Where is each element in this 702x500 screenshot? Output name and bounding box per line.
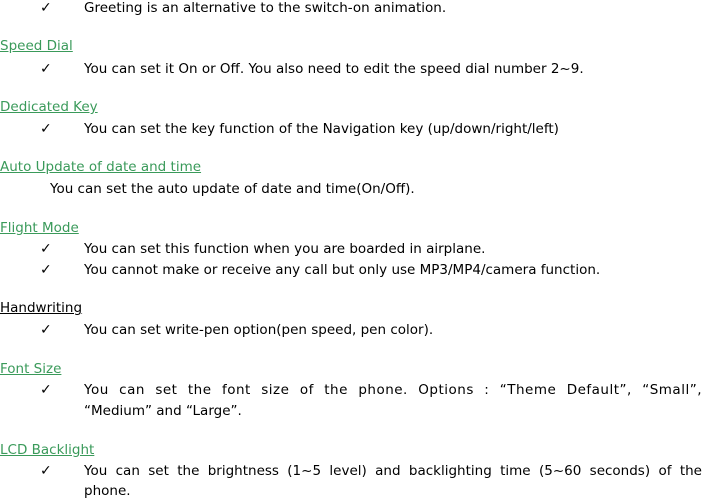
section-heading-lcd-backlight[interactable]: LCD Backlight (0, 442, 95, 458)
section-heading-dedicated-key[interactable]: Dedicated Key (0, 99, 98, 115)
check-mark-icon: ✓ (40, 382, 52, 398)
lcd-backlight-bullet-text-line2: phone. (84, 483, 131, 499)
section-heading-handwriting: Handwriting (0, 300, 83, 316)
check-mark-icon: ✓ (40, 463, 52, 479)
font-size-bullet-text-line1: You can set the font size of the phone. Options : “Theme Default”, “Small”, (84, 382, 702, 398)
auto-update-text: You can set the auto update of date and time(On/Off). (50, 181, 415, 197)
speed-dial-bullet-text: You can set it On or Off. You also need to edit the speed dial number 2~9. (84, 61, 584, 77)
flight-mode-bullet-text-1: You can set this function when you are boarded in airplane. (84, 241, 486, 257)
check-mark-icon: ✓ (40, 0, 52, 16)
intro-bullet-text: Greeting is an alternative to the switch-on animation. (84, 0, 447, 16)
dedicated-key-bullet-text: You can set the key function of the Navigation key (up/down/right/left) (84, 121, 559, 137)
check-mark-icon: ✓ (40, 121, 52, 137)
font-size-bullet-text-line2: “Medium” and “Large”. (84, 403, 242, 419)
check-mark-icon: ✓ (40, 322, 52, 338)
check-mark-icon: ✓ (40, 61, 52, 77)
section-heading-flight-mode[interactable]: Flight Mode (0, 220, 79, 236)
flight-mode-bullet-text-2: You cannot make or receive any call but only use MP3/MP4/camera function. (84, 262, 601, 278)
section-heading-auto-update[interactable]: Auto Update of date and time (0, 159, 202, 175)
check-mark-icon: ✓ (40, 262, 52, 278)
check-mark-icon: ✓ (40, 241, 52, 257)
lcd-backlight-bullet-text-line1: You can set the brightness (1~5 level) and backlighting time (5~60 seconds) of the (84, 463, 702, 479)
section-heading-speed-dial[interactable]: Speed Dial (0, 38, 73, 54)
section-heading-font-size[interactable]: Font Size (0, 361, 62, 377)
handwriting-bullet-text: You can set write-pen option(pen speed, pen color). (84, 322, 434, 338)
